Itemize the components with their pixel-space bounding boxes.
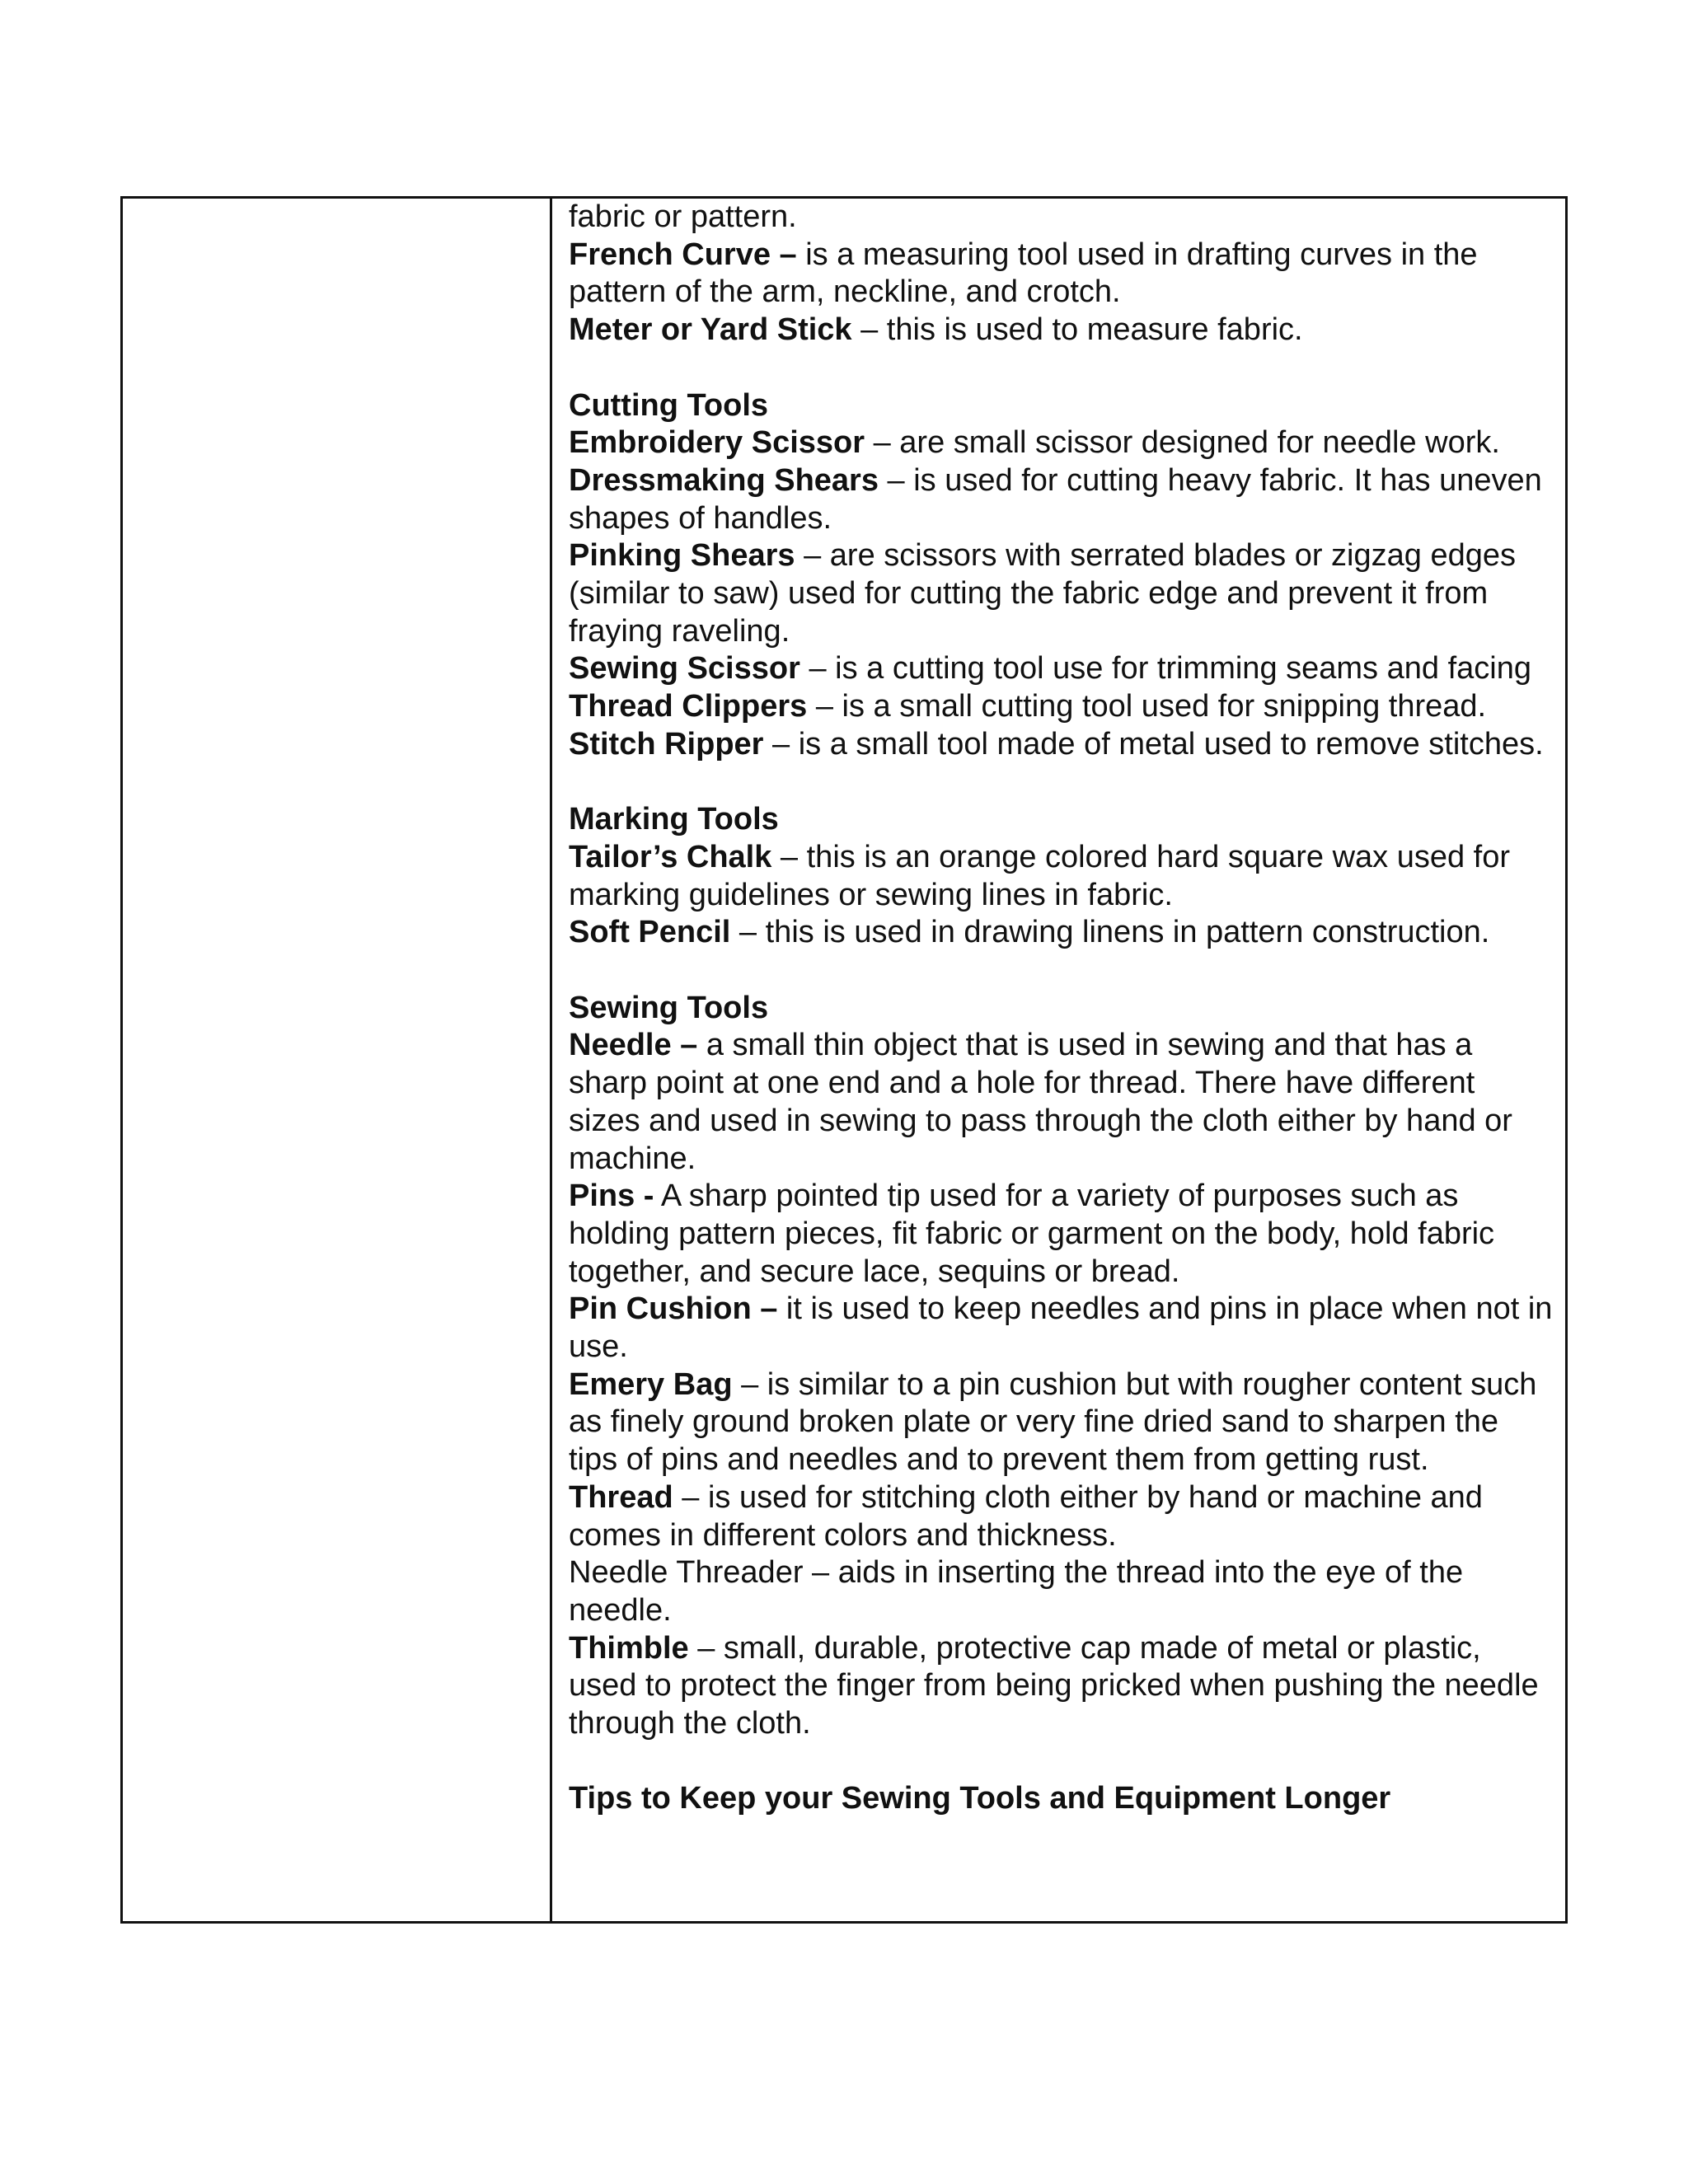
tool-entry: [569, 839, 1554, 914]
tool-description: – is used for cutting heavy fabric. It has uneven shapes of handles.: [569, 462, 1542, 536]
section-spacer: [569, 952, 1554, 990]
tool-description: Needle Threader – aids in inserting the thread into the eye of the needle.: [569, 1555, 1464, 1628]
marking-tools-list: [569, 839, 1554, 952]
tool-description: – is a cutting tool use for trimming seams and facing: [799, 651, 1531, 687]
lead-text: fabric or pattern.: [569, 199, 797, 234]
tool-description: – is a small tool made of metal used to remove stitches.: [763, 726, 1544, 762]
tool-term: Needle –: [569, 1028, 698, 1063]
tool-term: French Curve –: [569, 237, 797, 272]
tool-term: Pin Cushion –: [569, 1291, 778, 1327]
section-spacer: [569, 1743, 1554, 1781]
tool-entry: [569, 462, 1554, 537]
tool-entry: [569, 1178, 1554, 1291]
tool-description: – is similar to a pin cushion but with rougher content such as finely ground broken plate or very fine dried sand to sharpen the tips of pins and needles and to prevent them from getting rust.: [569, 1366, 1537, 1478]
tool-description: – are small scissor designed for needle work.: [865, 425, 1500, 461]
tool-entry: [569, 650, 1554, 688]
tool-entry: [569, 914, 1554, 952]
tool-description: is a measuring tool used in drafting curves in the pattern of the arm, neckline, and crotch.: [569, 237, 1478, 310]
tool-term: Emery Bag: [569, 1366, 733, 1402]
tool-term: Pinking Shears: [569, 538, 795, 574]
tool-description: – this is an orange colored hard square wax used for marking guidelines or sewing lines in fabric.: [569, 839, 1511, 912]
table-left-column: [123, 199, 552, 1921]
tool-entry: [569, 537, 1554, 650]
marking-tools-heading: Marking Tools: [569, 802, 779, 837]
tool-term: Dressmaking Shears: [569, 462, 879, 498]
tool-description: a small thin object that is used in sewing and that has a sharp point at one end and a hole for thread. There have different sizes and used in sewing to pass through the cloth either by hand or machine.: [569, 1028, 1512, 1176]
tool-entry: [569, 1630, 1554, 1743]
table-right-column: [552, 199, 1565, 1921]
sewing-tools-heading: Sewing Tools: [569, 990, 769, 1025]
section-spacer: [569, 349, 1554, 387]
tool-term: Meter or Yard Stick: [569, 312, 852, 348]
tool-term: Thread Clippers: [569, 689, 808, 724]
tool-term: Soft Pencil: [569, 915, 731, 950]
tool-entry: [569, 726, 1554, 764]
tool-entry: [569, 237, 1554, 312]
tool-term: Thimble: [569, 1630, 689, 1666]
tips-heading: Tips to Keep your Sewing Tools and Equipment Longer: [569, 1781, 1391, 1816]
tool-description: A sharp pointed tip used for a variety of purposes such as holding pattern pieces, fit fabric or garment on the body, hold fabric together, and secure lace, sequins or bread.: [569, 1179, 1495, 1289]
tool-term: Thread: [569, 1479, 673, 1515]
tool-entry: [569, 1027, 1554, 1178]
cutting-tools-heading: Cutting Tools: [569, 387, 769, 423]
tool-term: Embroidery Scissor: [569, 425, 865, 461]
tool-description: – are scissors with serrated blades or zigzag edges (similar to saw) used for cutting the fabric edge and prevent it from fraying raveling.: [569, 538, 1516, 649]
tool-entry: [569, 1479, 1554, 1554]
tool-description: – this is used to measure fabric.: [851, 312, 1303, 348]
tool-description: – is a small cutting tool used for snipping thread.: [807, 689, 1487, 724]
tool-entry: [569, 1291, 1554, 1366]
tool-term: Pins -: [569, 1179, 654, 1214]
tool-description: – small, durable, protective cap made of metal or plastic, used to protect the finger from being pricked when pushing the needle through the cloth.: [569, 1630, 1539, 1741]
tool-description: – this is used in drawing linens in pattern construction.: [730, 915, 1490, 950]
tool-description: it is used to keep needles and pins in place when not in use.: [569, 1291, 1553, 1365]
tool-entry: [569, 1366, 1554, 1479]
tool-entry: [569, 688, 1554, 726]
tool-term: Tailor’s Chalk: [569, 839, 772, 874]
cutting-tools-list: [569, 424, 1554, 763]
tool-entry: [569, 1554, 1554, 1629]
tool-term: Stitch Ripper: [569, 726, 764, 762]
sewing-tools-list: [569, 1027, 1554, 1742]
tool-entry: [569, 312, 1554, 349]
tool-description: – is used for stitching cloth either by hand or machine and comes in different colors and thickness.: [569, 1479, 1483, 1553]
measuring-tools-list: [569, 237, 1554, 349]
content-table: [120, 196, 1568, 1924]
tool-term: Sewing Scissor: [569, 651, 800, 687]
section-spacer: [569, 764, 1554, 802]
tool-entry: [569, 424, 1554, 462]
